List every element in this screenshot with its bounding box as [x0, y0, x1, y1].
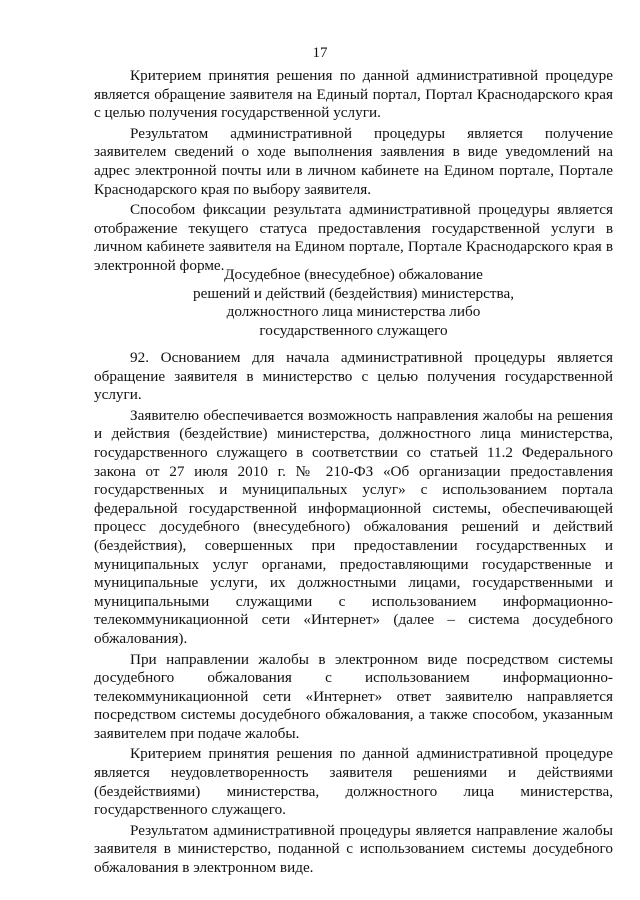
- page-number: 17: [312, 45, 328, 61]
- heading-line: решений и действий (бездействия) министерства,: [192, 284, 514, 302]
- heading-line: должностного лица министерства либо: [226, 303, 481, 321]
- paragraph: Заявителю обеспечивается возможность направления жалобы на решения и действия (бездействие) министерства, должностного лица министерства, государственного служащего в соответствии со статьей 11.2 Федерального закона от 27 июля 2010 г. № 210-ФЗ «Об организации предоставления государственных и муниципальных услуг» с использованием портала федеральной государственной информационной системы, обеспечивающей процесс досудебного (внесудебного) обжалования решений и действий (бездействия), совершенных при предоставлении государственных и муниципальных услуг органами, предоставляющими государственные и муниципальные услуги, их должностными лицами, государственными и муниципальными служащими с использованием информационно-телекоммуникационной сети «Интернет» (далее – система досудебного обжалования).: [94, 406, 613, 647]
- body-top: [94, 67, 613, 278]
- heading-line: государственного служащего: [259, 321, 448, 339]
- paragraph: Результатом административной процедуры является направление жалобы заявителя в министерство, поданной с использованием системы досудебного обжалования в электронном виде.: [94, 821, 613, 877]
- paragraph: Результатом административной процедуры является получение заявителем сведений о ходе выполнения заявления в виде уведомлений на адрес электронной почты или в личном кабинете на Едином портале, Портале Краснодарского края по выбору заявителя.: [94, 124, 613, 198]
- heading-line: Досудебное (внесудебное) обжалование: [224, 266, 483, 283]
- paragraph: 92. Основанием для начала административной процедуры является обращение заявителя в министерство с целью получения государственной услуги.: [94, 349, 613, 404]
- section-heading: [94, 266, 613, 340]
- paragraph: Критерием принятия решения по данной административной процедуре является обращение заявителя на Единый портал, Портал Краснодарского края с целью получения государственной услуги.: [94, 67, 613, 122]
- body-bottom: [94, 349, 613, 880]
- paragraph: Критерием принятия решения по данной административной процедуре является неудовлетворенность заявителя решениями и действиями (бездействиями) министерства, должностного лица министерства, государственного служащего.: [94, 745, 613, 819]
- paragraph: Способом фиксации результата административной процедуры является отображение текущего статуса предоставления государственной услуги в личном кабинете заявителя на Едином портале, Портале Краснодарского края в электронной форме.: [94, 201, 613, 274]
- paragraph: При направлении жалобы в электронном виде посредством системы досудебного обжалования с использованием информационно-телекоммуникационной сети «Интернет» ответ заявителю направляется посредством системы досудебного обжалования, а также способом, указанным заявителем при подаче жалобы.: [94, 650, 613, 742]
